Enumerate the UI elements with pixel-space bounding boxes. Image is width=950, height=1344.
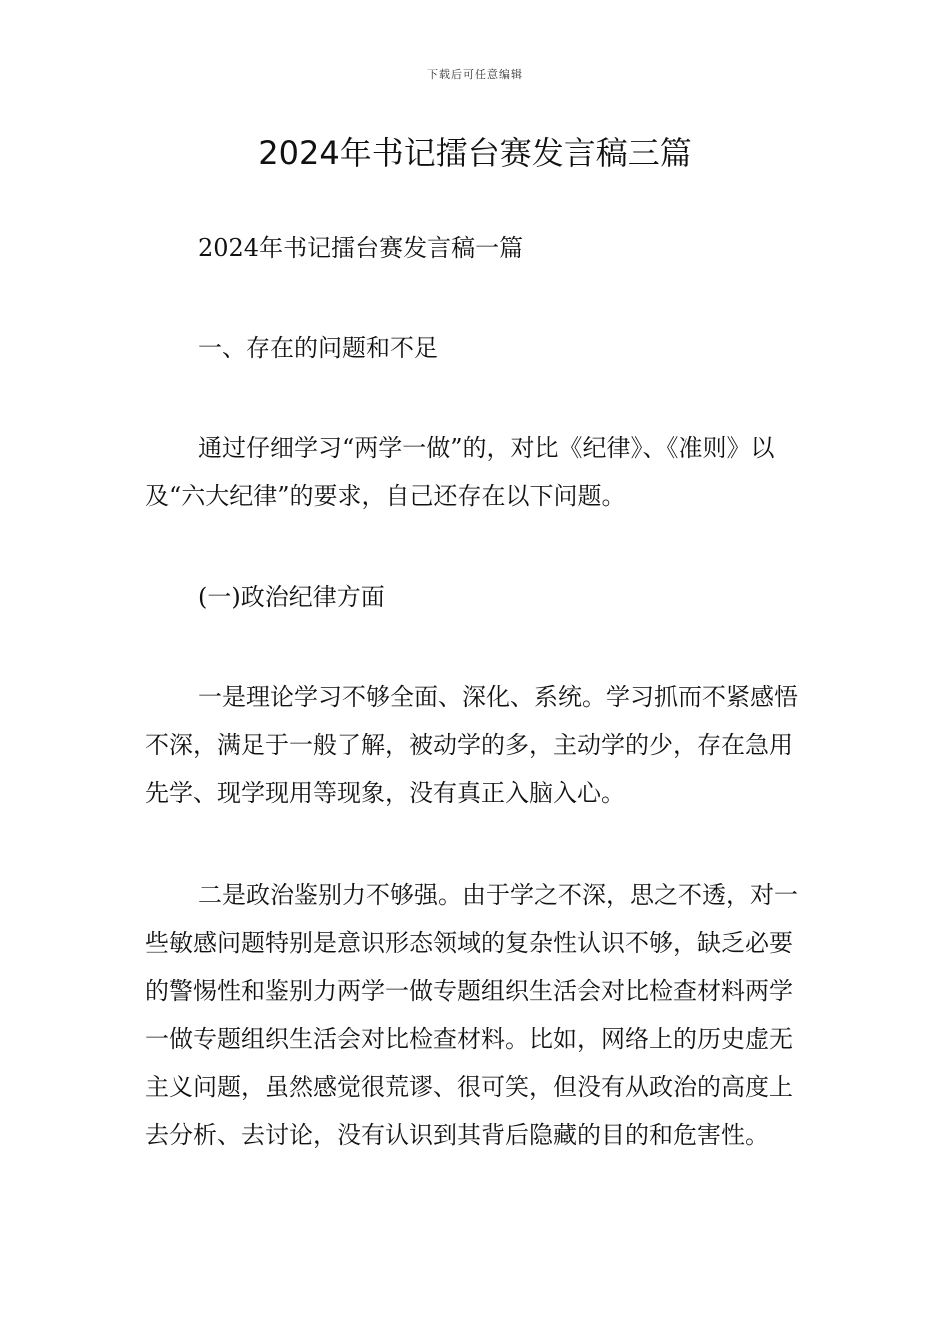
- document-title: 2024年书记擂台赛发言稿三篇: [258, 134, 692, 172]
- header-note: 下载后可任意编辑: [427, 68, 523, 81]
- paragraph-political-discernment: 二是政治鉴别力不够强。由于学之不深，思之不透，对一些敏感问题特别是意识形态领域的复杂性认识不够，缺乏必要的警惕性和鉴别力两学一做专题组织生活会对比检查材料两学一做专题组织生活会对比检查材料。比如，网络上的历史虚无主义问题，虽然感觉很荒谬、很可笑，但没有从政治的高度上去分析、去讨论，没有认识到其背后隐藏的目的和危害性。: [145, 881, 798, 1149]
- intro-paragraph: 通过仔细学习“两学一做”的，对比《纪律》、《准则》以及“六大纪律”的要求，自己还存在以下问题。: [145, 434, 775, 510]
- section-heading: 一、存在的问题和不足: [198, 334, 438, 362]
- paragraph-theory-study: 一是理论学习不够全面、深化、系统。学习抓而不紧感悟不深，满足于一般了解，被动学的多，主动学的少，存在急用先学、现学现用等现象，没有真正入脑入心。: [145, 683, 798, 807]
- subsection-heading: (一)政治纪律方面: [198, 583, 385, 611]
- document-subtitle: 2024年书记擂台赛发言稿一篇: [198, 234, 524, 262]
